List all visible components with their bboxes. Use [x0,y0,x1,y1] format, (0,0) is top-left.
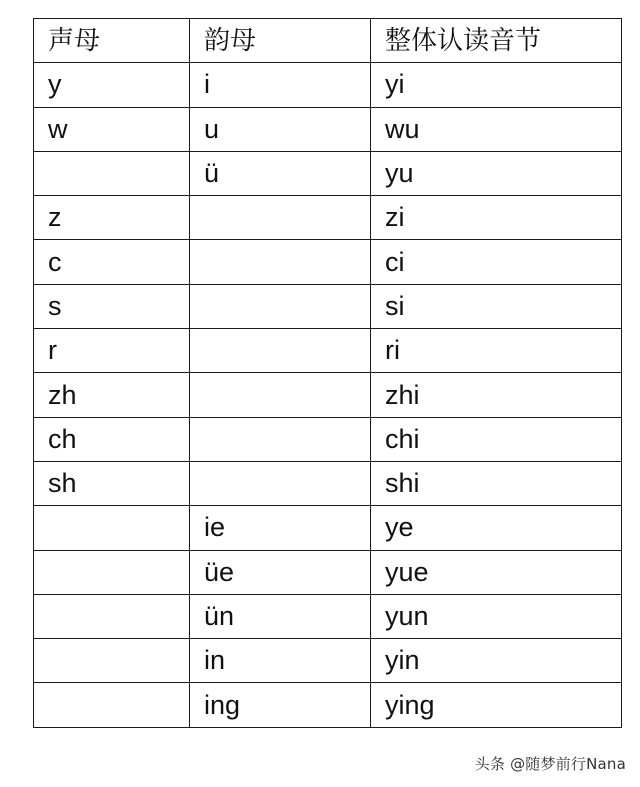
cell-final: ie [190,506,371,550]
cell-final: ü [190,151,371,195]
cell-initial: z [34,196,190,240]
cell-initial: r [34,329,190,373]
cell-initial [34,506,190,550]
cell-initial [34,151,190,195]
cell-initial: s [34,284,190,328]
cell-initial [34,683,190,727]
cell-initial: y [34,63,190,107]
cell-syllable: yun [371,594,622,638]
table-row [34,63,622,107]
table-row [34,151,622,195]
cell-final: ün [190,594,371,638]
cell-syllable: ye [371,506,622,550]
cell-final: üe [190,550,371,594]
header-finals: 韵母 [190,19,371,63]
table-row [34,373,622,417]
cell-initial: c [34,240,190,284]
cell-final [190,461,371,505]
cell-syllable: ri [371,329,622,373]
table-row [34,329,622,373]
cell-final [190,196,371,240]
table-row [34,461,622,505]
table-row [34,417,622,461]
cell-syllable: yu [371,151,622,195]
cell-syllable: zhi [371,373,622,417]
cell-syllable: yin [371,639,622,683]
cell-syllable: wu [371,107,622,151]
table-row [34,284,622,328]
cell-syllable: si [371,284,622,328]
table-row [34,196,622,240]
cell-syllable: zi [371,196,622,240]
cell-initial: w [34,107,190,151]
cell-final [190,284,371,328]
cell-initial: ch [34,417,190,461]
cell-final [190,373,371,417]
table-row [34,683,622,727]
cell-syllable: yi [371,63,622,107]
table-row [34,240,622,284]
table-row [34,594,622,638]
cell-final [190,417,371,461]
cell-final [190,240,371,284]
cell-initial [34,639,190,683]
cell-syllable: shi [371,461,622,505]
cell-syllable: ci [371,240,622,284]
table-row [34,550,622,594]
cell-syllable: chi [371,417,622,461]
table-row [34,107,622,151]
cell-final: i [190,63,371,107]
cell-initial [34,594,190,638]
watermark: 头条 @随梦前行Nana [474,755,626,773]
cell-final [190,329,371,373]
cell-initial: zh [34,373,190,417]
cell-initial [34,550,190,594]
header-whole-syllables: 整体认读音节 [371,19,622,63]
table-row [34,639,622,683]
cell-initial: sh [34,461,190,505]
table-row [34,506,622,550]
cell-final: u [190,107,371,151]
header-initials: 声母 [34,19,190,63]
table-header-row [34,19,622,63]
pinyin-table [33,18,622,728]
cell-syllable: ying [371,683,622,727]
cell-final: in [190,639,371,683]
cell-final: ing [190,683,371,727]
cell-syllable: yue [371,550,622,594]
